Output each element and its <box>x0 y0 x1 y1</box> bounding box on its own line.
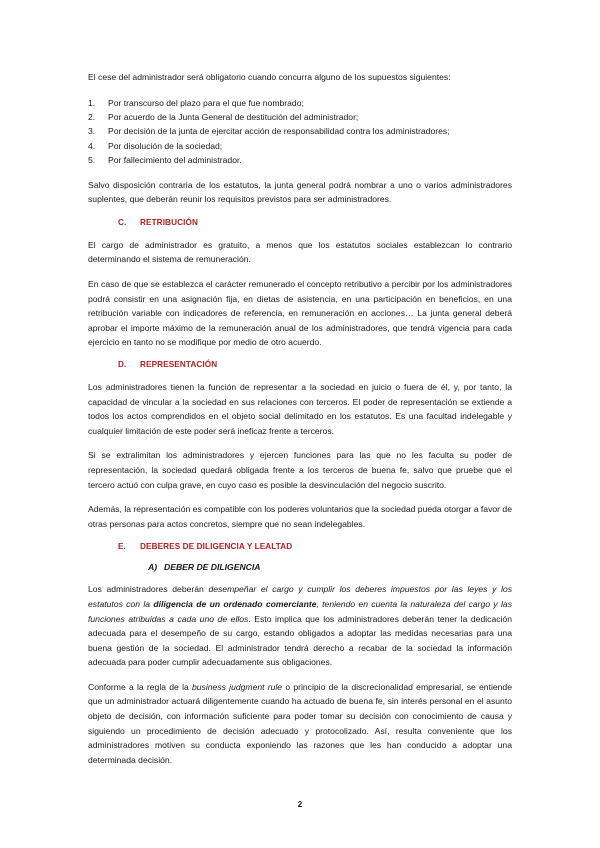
section-letter: E. <box>118 542 126 552</box>
list-item <box>88 110 512 124</box>
cese-list <box>88 96 512 168</box>
list-text: Por decisión de la junta de ejercitar acción de responsabilidad contra los administradores; <box>108 126 450 137</box>
section-title: REPRESENTACIÓN <box>140 359 218 369</box>
section-heading-deberes <box>118 542 512 551</box>
list-text: Por transcurso del plazo para el que fue nombrado; <box>108 97 304 108</box>
section-letter: D. <box>118 359 127 369</box>
representacion-paragraph-1: Los administradores tienen la función de representar a la sociedad en juicio o fuera de él, y, por tanto, la capacidad de vincular a la sociedad en sus relaciones con terceros. El poder de representación se extiende a todos los actos comprendidos en el objeto social delimitado en los estatutos. Es una facultad indelegable y cualquier limitación de este poder será ineficaz frente a terceros. <box>88 381 512 436</box>
document-page <box>88 70 512 767</box>
list-number: 1. <box>88 97 96 108</box>
intro-paragraph: El cese del administrador será obligatorio cuando concurra alguno de los supuestos siguientes: <box>88 72 451 82</box>
subsection-letter: A) <box>148 562 158 573</box>
suplentes-paragraph: Salvo disposición contraria de los estatutos, la junta general podrá nombrar a uno o varios administradores suplentes, que deberán reunir los requisitos previstos para ser administradores. <box>88 179 512 205</box>
section-heading-representacion <box>118 360 512 369</box>
section-title: DEBERES DE DILIGENCIA Y LEALTAD <box>140 542 293 552</box>
list-text: Por acuerdo de la Junta General de destitución del administrador; <box>108 112 359 122</box>
section-letter: C. <box>118 217 127 227</box>
list-text: Por disolución de la sociedad; <box>108 140 223 151</box>
representacion-paragraph-2: Si se extralimitan los administradores y ejercen funciones para las que no les faculta su poder de representación, la sociedad quedará obligada frente a los terceros de buena fe, salvo que pruebe que el tercero actuó con culpa grave, en cuyo caso es posible la desvinculación del negocio suscrito. <box>88 450 512 490</box>
list-text: Por fallecimiento del administrador. <box>108 155 242 166</box>
list-item <box>88 139 512 153</box>
list-item <box>88 153 512 167</box>
diligencia-paragraph-2: Conforme a la regla de la business judgment rule o principio de la discrecionalidad empresarial, se entiende que un administrador actuará diligentemente cuando ha actuado de buena fe, sin interés personal en el asunto objeto de decisión, con información suficiente para poder tomar su decisión con conocimiento de causa y siguiendo un procedimiento de decisión adecuado y protocolizado. Así, resulta conveniente que los administradores motiven su conducta exponiendo las razones que les han conducido a adoptar una determinada decisión. <box>88 681 512 765</box>
section-title: RETRIBUCIÓN <box>140 217 198 227</box>
list-number: 3. <box>88 126 96 137</box>
retribucion-paragraph-2: En caso de que se establezca el carácter remunerado el concepto retributivo a percibir por los administradores podrá consistir en una asignación fija, en dietas de asistencia, en una participación en beneficios, en una retribución variable con indicadores de referencia, en remuneración en acciones… La junta general deberá aprobar el importe máximo de la remuneración anual de los administradores, que tendrá vigencia para cada ejercicio en tanto no se modifique por medio de otro acuerdo. <box>88 279 512 348</box>
subsection-title: DEBER DE DILIGENCIA <box>164 562 261 573</box>
list-number: 2. <box>88 112 96 122</box>
retribucion-paragraph-1: El cargo de administrador es gratuito, a menos que los estatutos sociales establezcan lo contrario determinando el sistema de remuneración. <box>88 239 512 265</box>
representacion-paragraph-3: Además, la representación es compatible con los poderes voluntarios que la sociedad pueda otorgar a favor de otras personas para actos concretos, siempre que no sean indelegables. <box>88 504 512 529</box>
list-item <box>88 96 512 110</box>
list-number: 4. <box>88 140 96 151</box>
diligencia-paragraph-1: Los administradores deberán desempeñar el cargo y cumplir los deberes impuestos por las leyes y los estatutos con la diligencia de un ordenado comerciante, teniendo en cuenta la naturaleza del cargo y las funciones atribuidas a cada uno de ellos. Esto implica que los administradores deberán tener la dedicación adecuada para el desempeño de su cargo, estando obligados a adoptar las medidas necesarias para una buena gestión de la sociedad. El administrador tendrá derecho a recabar de la sociedad la información adecuada para poder cumplir adecuadamente sus obligaciones. <box>88 584 513 668</box>
list-item <box>88 124 512 138</box>
section-heading-retribucion <box>118 218 512 227</box>
list-number: 5. <box>88 155 96 166</box>
subsection-heading-diligencia <box>148 562 512 572</box>
page-number: 2 <box>297 800 303 809</box>
